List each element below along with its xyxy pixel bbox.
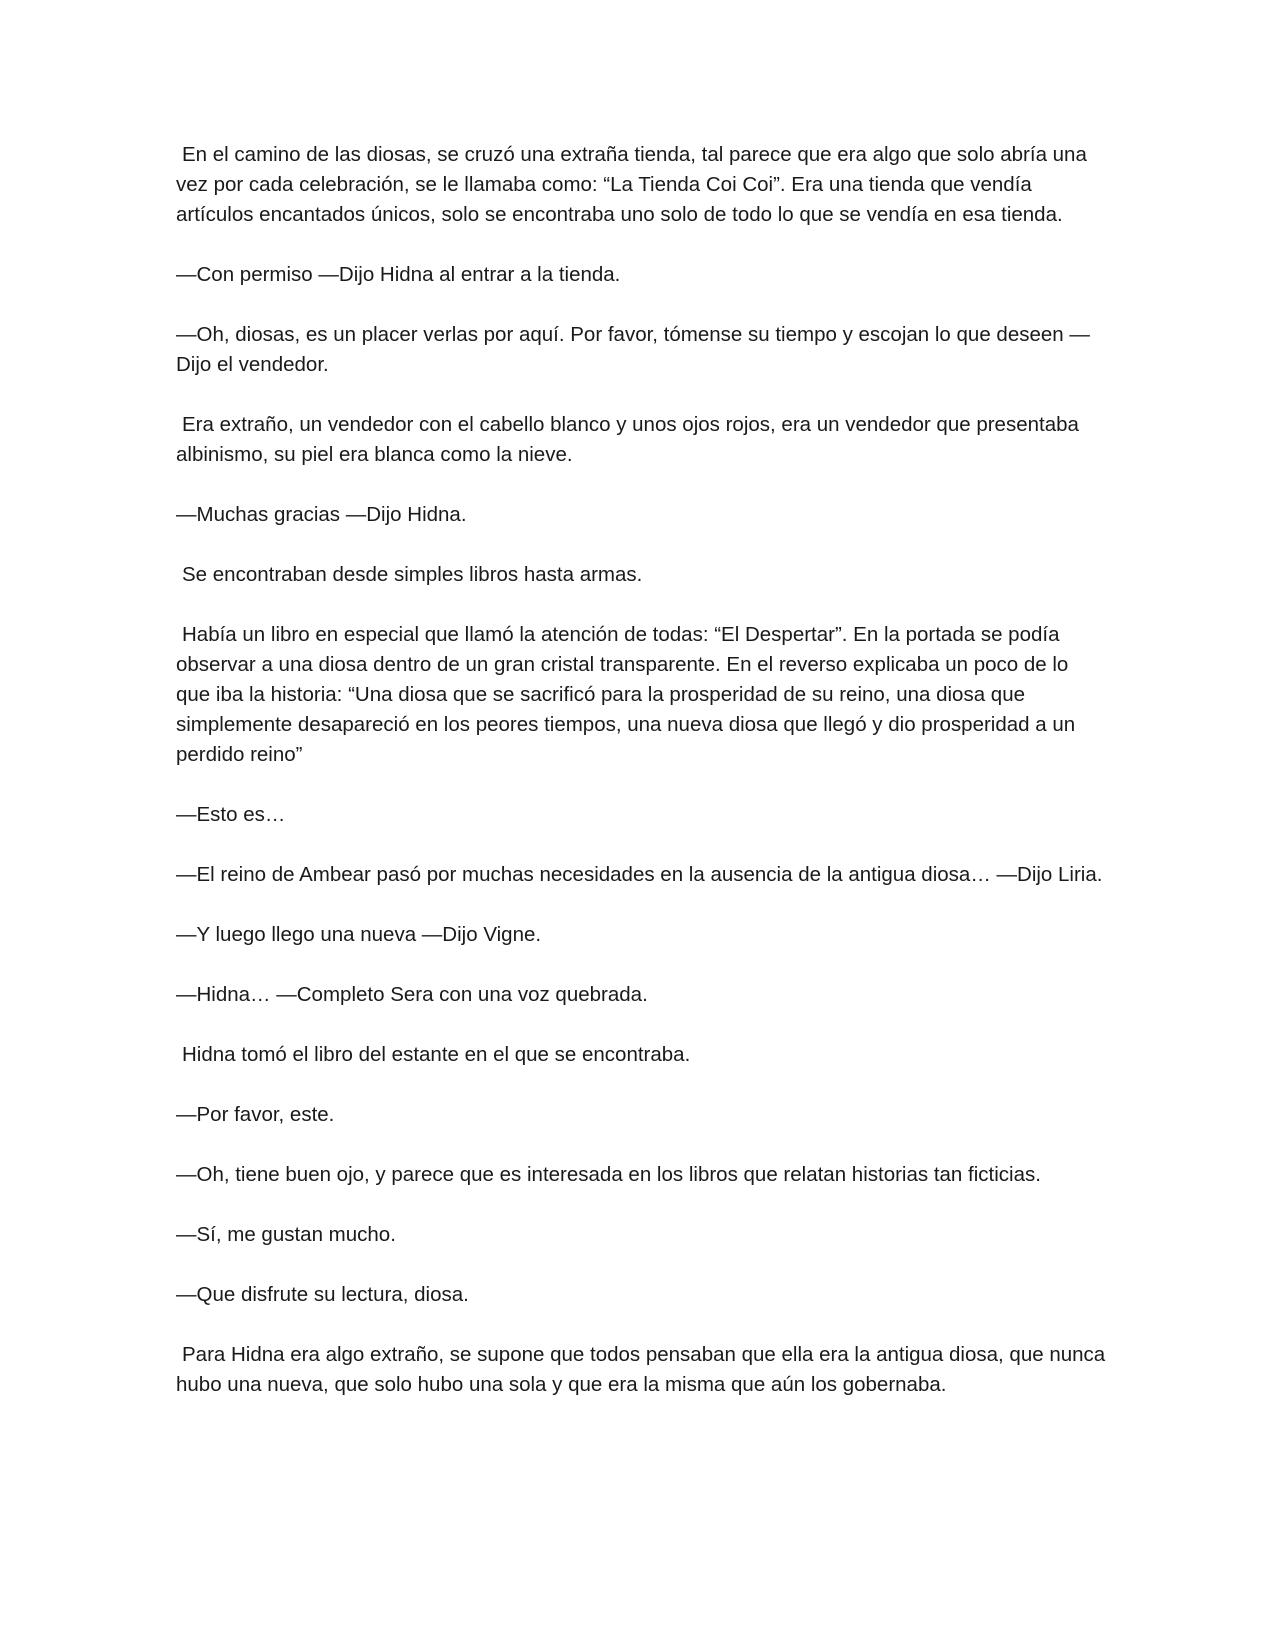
paragraph-15: —Sí, me gustan mucho. <box>176 1223 396 1246</box>
paragraph-17: Para Hidna era algo extraño, se supone que todos pensaban que ella era la antigua diosa, que nunca hubo una nueva, que solo hubo una sola y que era la misma que aún los gobernaba. <box>176 1343 1106 1396</box>
paragraph-8: —Esto es… <box>176 803 286 826</box>
paragraph-13: —Por favor, este. <box>176 1103 335 1126</box>
paragraph-14: —Oh, tiene buen ojo, y parece que es interesada en los libros que relatan historias tan ficticias. <box>176 1163 1041 1186</box>
paragraph-3: —Oh, diosas, es un placer verlas por aquí. Por favor, tómense su tiempo y escojan lo que deseen —Dijo el vendedor. <box>176 323 1090 376</box>
paragraph-5: —Muchas gracias —Dijo Hidna. <box>176 503 467 526</box>
paragraph-12: Hidna tomó el libro del estante en el que se encontraba. <box>182 1043 691 1066</box>
paragraph-16: —Que disfrute su lectura, diosa. <box>176 1283 469 1306</box>
paragraph-6: Se encontraban desde simples libros hasta armas. <box>182 563 643 586</box>
document-page <box>176 140 1106 1400</box>
paragraph-10: —Y luego llego una nueva —Dijo Vigne. <box>176 923 542 946</box>
paragraph-1: En el camino de las diosas, se cruzó una extraña tienda, tal parece que era algo que solo abría una vez por cada celebración, se le llamaba como: “La Tienda Coi Coi”. Era una tienda que vendía artículos encantados únicos, solo se encontraba uno solo de todo lo que se vendía en esa tienda. <box>176 143 1087 226</box>
paragraph-4: Era extraño, un vendedor con el cabello blanco y unos ojos rojos, era un vendedor que presentaba albinismo, su piel era blanca como la nieve. <box>176 413 1079 466</box>
paragraph-7: Había un libro en especial que llamó la atención de todas: “El Despertar”. En la portada se podía observar a una diosa dentro de un gran cristal transparente. En el reverso explicaba un poco de lo que iba la historia: “Una diosa que se sacrificó para la prosperidad de su reino, una diosa que simplemente desapareció en los peores tiempos, una nueva diosa que llegó y dio prosperidad a un perdido reino” <box>176 623 1076 766</box>
paragraph-2: —Con permiso —Dijo Hidna al entrar a la tienda. <box>176 263 621 286</box>
paragraph-11: —Hidna… —Completo Sera con una voz quebrada. <box>176 983 648 1006</box>
paragraph-9: —El reino de Ambear pasó por muchas necesidades en la ausencia de la antigua diosa… —Dijo Liria. <box>176 863 1103 886</box>
